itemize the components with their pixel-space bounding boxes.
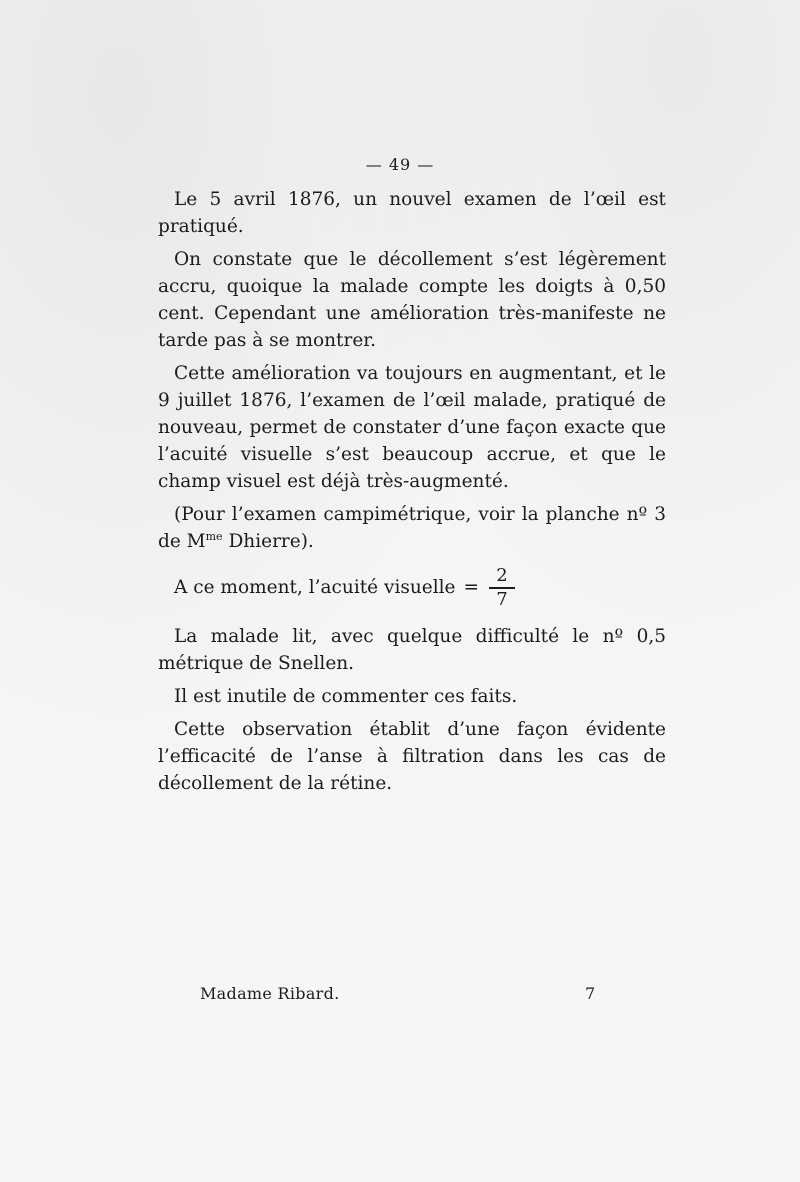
superscript-me: me xyxy=(205,529,223,543)
campimetric-text: (Pour l’examen campimétrique, voir la planche nº 3 de M xyxy=(158,504,666,552)
paragraph-comment: Il est inutile de commenter ces faits. xyxy=(174,685,518,707)
footer-signature: Madame Ribard. xyxy=(200,984,340,1003)
footer-sheet-number: 7 xyxy=(585,984,596,1003)
paragraph-reading: La malade lit, avec quelque difficulté le nº 0,5 métrique de Snellen. xyxy=(158,625,666,674)
fraction-numerator: 2 xyxy=(496,565,508,586)
paragraph-campimetric xyxy=(158,501,666,555)
paragraph-detachment: On constate que le décollement s’est légèrement accru, quoique la malade compte les doigts à 0,50 cent. Cependant une amélioration très-manifeste ne tarde pas à se montrer. xyxy=(158,249,666,351)
page-number: — 49 — xyxy=(365,155,435,174)
acuity-formula xyxy=(158,565,666,611)
paragraph-exam-april: Le 5 avril 1876, un nouvel examen de l’œil est pratiqué. xyxy=(158,189,666,237)
fraction-denominator: 7 xyxy=(496,588,508,610)
paragraph-conclusion: Cette observation établit d’une façon évidente l’efficacité de l’anse à filtration dans les cas de décollement de la rétine. xyxy=(158,718,666,794)
formula-label: A ce moment, l’acuité visuelle xyxy=(174,577,456,599)
acuity-fraction xyxy=(489,565,515,611)
body-text xyxy=(158,186,666,803)
formula-equals: = xyxy=(463,577,480,599)
campimetric-text-end: Dhierre). xyxy=(222,531,314,552)
paragraph-improvement: Cette amélioration va toujours en augmentant, et le 9 juillet 1876, l’examen de l’œil malade, pratiqué de nouveau, permet de constater d’une façon exacte que l’acuité visuelle s’est beaucoup accrue, et que le champ visuel est déjà très-augmenté. xyxy=(158,363,666,492)
